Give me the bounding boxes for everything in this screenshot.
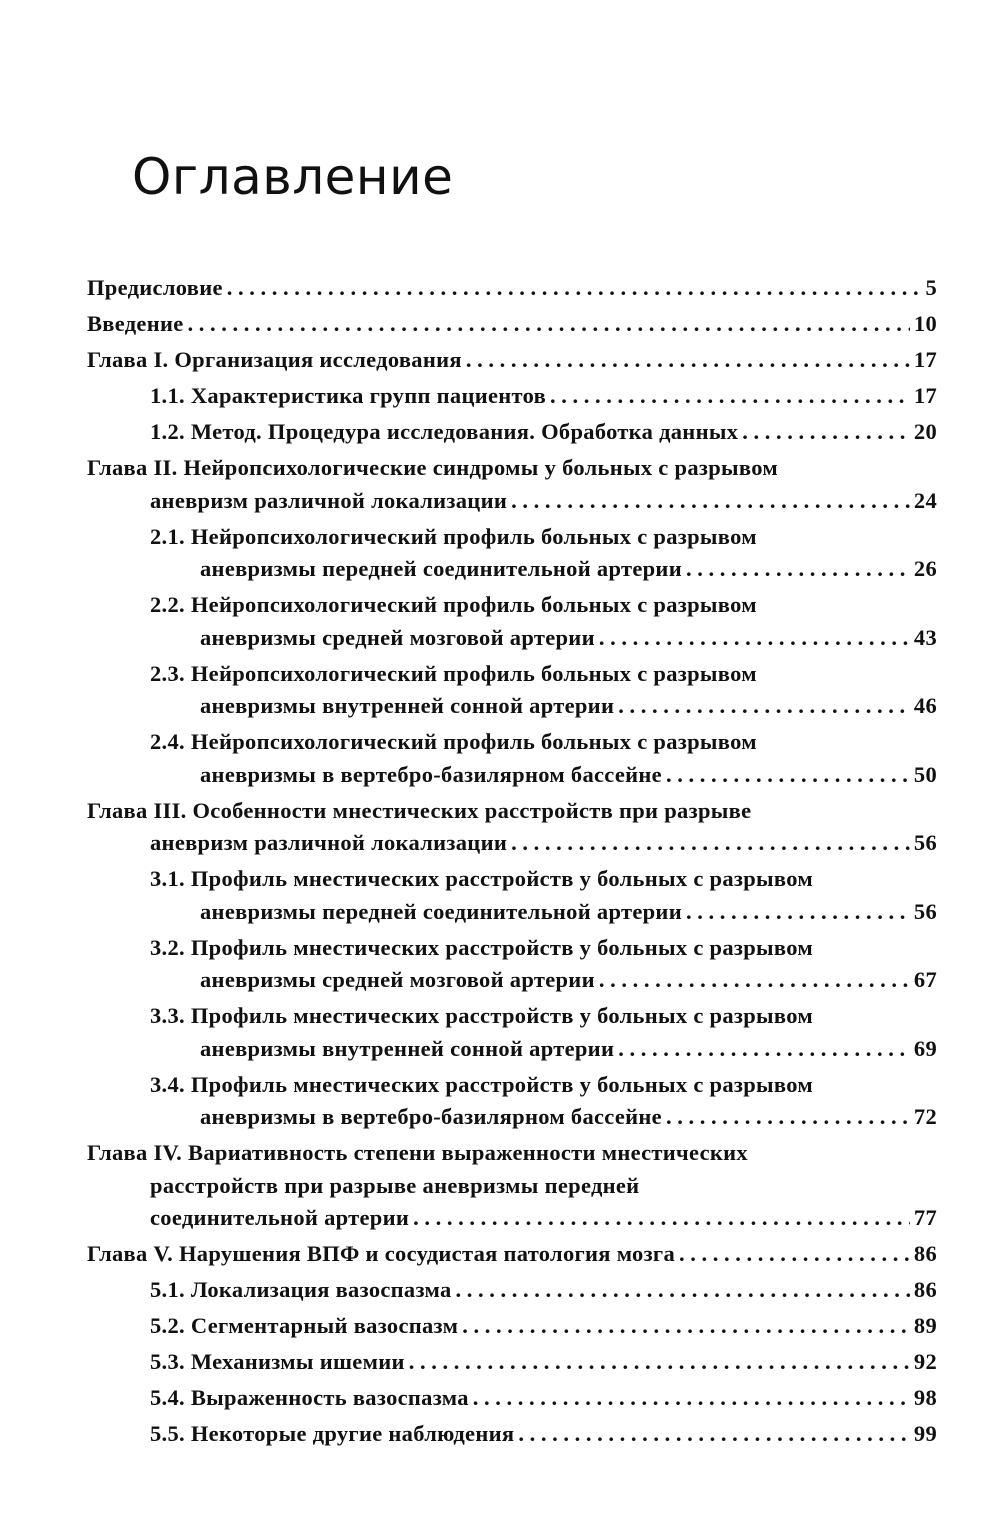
- toc-section-entry[interactable]: [87, 1069, 937, 1134]
- toc-entry-title: Глава I. Организация исследования: [87, 347, 462, 372]
- toc-entry-title: 5.1. Локализация вазоспазма: [150, 1277, 452, 1302]
- dot-leader: [550, 380, 910, 413]
- toc-entry-title: Глава III. Особенности мнестических расстройств при разрыве: [87, 797, 752, 823]
- toc-entry-line: [87, 795, 937, 828]
- dot-leader: [466, 344, 910, 377]
- toc-entry-title: 5.2. Сегментарный вазоспазм: [150, 1313, 459, 1338]
- toc-section-entry[interactable]: [87, 726, 937, 791]
- toc-section-entry[interactable]: [87, 1346, 937, 1379]
- dot-leader: [511, 827, 910, 860]
- toc-page-number: 72: [913, 1104, 937, 1129]
- toc-entry-title: расстройств при разрыве аневризмы передней: [150, 1172, 640, 1198]
- toc-entry-line: [150, 759, 937, 792]
- toc-entry-line: [87, 485, 937, 518]
- dot-leader: [666, 759, 910, 792]
- toc-chapter-entry[interactable]: [87, 308, 937, 341]
- toc-entry-title: 1.1. Характеристика групп пациентов: [150, 383, 547, 408]
- toc-page-number: 56: [913, 830, 937, 855]
- toc-section-entry[interactable]: [87, 1382, 937, 1415]
- toc-entry-line: [150, 1382, 937, 1415]
- toc-entry-line: [150, 1069, 937, 1102]
- toc-page-number: 92: [913, 1349, 937, 1374]
- toc-entry-line: [150, 726, 937, 759]
- toc-page-number: 17: [913, 383, 937, 408]
- dot-leader: [188, 308, 910, 341]
- toc-entry-line: [150, 1310, 937, 1343]
- toc-section-entry[interactable]: [87, 1000, 937, 1065]
- toc-entry-line: [87, 827, 937, 860]
- toc-page-number: 89: [913, 1313, 937, 1338]
- toc-entry-line: [87, 272, 937, 305]
- toc-entry-line: [150, 1101, 937, 1134]
- dot-leader: [599, 622, 910, 655]
- toc-entry-title: аневризмы внутренней сонной артерии: [200, 1035, 615, 1061]
- dot-leader: [473, 1382, 910, 1415]
- toc-entry-line: [150, 521, 937, 554]
- toc-page-number: 56: [913, 898, 937, 924]
- dot-leader: [618, 690, 910, 723]
- toc-entry-line: [150, 690, 937, 723]
- toc-entry-title: аневризмы в вертебро-базилярном бассейне: [200, 761, 662, 787]
- toc-section-entry[interactable]: [87, 1310, 937, 1343]
- toc-entry-title: 5.5. Некоторые другие наблюдения: [150, 1421, 515, 1446]
- toc-entry-title: аневризмы средней мозговой артерии: [200, 967, 595, 992]
- toc-entry-title: 5.4. Выраженность вазоспазма: [150, 1385, 469, 1410]
- toc-entry-line: [87, 452, 937, 485]
- toc-entry-title: Глава IV. Вариативность степени выраженности мнестических: [87, 1140, 748, 1165]
- toc-entry-line: [150, 553, 937, 586]
- dot-leader: [686, 553, 910, 586]
- toc-entry-line: [150, 1418, 937, 1451]
- toc-entry-title: 2.2. Нейропсихологический профиль больных с разрывом: [150, 592, 757, 617]
- toc-entry-line: [150, 1033, 937, 1066]
- toc-entry-title: 3.4. Профиль мнестических расстройств у больных с разрывом: [150, 1071, 813, 1097]
- toc-section-entry[interactable]: [87, 1274, 937, 1307]
- dot-leader: [511, 485, 910, 518]
- toc-page-number: 86: [913, 1241, 937, 1266]
- toc-entry-line: [150, 1000, 937, 1033]
- toc-entry-line: [150, 1274, 937, 1307]
- toc-entry-title: 5.3. Механизмы ишемии: [150, 1349, 405, 1374]
- toc-page-number: 24: [913, 487, 937, 513]
- toc-page-number: 20: [913, 419, 937, 444]
- toc-page-number: 99: [913, 1421, 937, 1446]
- dot-leader: [686, 896, 910, 929]
- toc-entry-title: Предисловие: [87, 275, 223, 300]
- toc-page-number: 5: [925, 275, 937, 300]
- toc-page-number: 46: [913, 693, 937, 718]
- toc-section-entry[interactable]: [87, 658, 937, 723]
- table-of-contents: [87, 272, 937, 1454]
- dot-leader: [618, 1033, 910, 1066]
- dot-leader: [599, 964, 910, 997]
- toc-entry-line: [150, 589, 937, 622]
- toc-page-number: 69: [913, 1035, 937, 1061]
- toc-entry-title: 2.1. Нейропсихологический профиль больных с разрывом: [150, 523, 757, 549]
- toc-entry-line: [150, 964, 937, 997]
- dot-leader: [742, 416, 910, 449]
- toc-entry-line: [150, 932, 937, 965]
- toc-entry-title: аневризмы передней соединительной артерии: [200, 898, 682, 924]
- toc-entry-line: [150, 1346, 937, 1379]
- toc-entry-title: 2.3. Нейропсихологический профиль больных с разрывом: [150, 660, 757, 686]
- toc-page-number: 77: [913, 1205, 937, 1230]
- toc-entry-title: 2.4. Нейропсихологический профиль больных с разрывом: [150, 729, 757, 754]
- toc-page-number: 98: [913, 1385, 937, 1410]
- toc-entry-title: Глава II. Нейропсихологические синдромы у больных с разрывом: [87, 455, 778, 480]
- toc-chapter-entry[interactable]: [87, 452, 937, 517]
- toc-entry-line: [150, 863, 937, 896]
- toc-entry-line: [150, 416, 937, 449]
- dot-leader: [679, 1238, 910, 1271]
- dot-leader: [666, 1101, 910, 1134]
- toc-entry-title: соединительной артерии: [150, 1205, 410, 1230]
- toc-page-number: 26: [913, 556, 937, 581]
- toc-entry-line: [87, 344, 937, 377]
- toc-entry-title: Введение: [87, 311, 184, 336]
- dot-leader: [462, 1310, 910, 1343]
- toc-section-entry[interactable]: [87, 589, 937, 654]
- page-title: Оглавление: [132, 148, 454, 206]
- toc-entry-title: аневризм различной локализации: [150, 830, 508, 855]
- dot-leader: [409, 1346, 910, 1379]
- toc-chapter-entry[interactable]: [87, 795, 937, 860]
- toc-chapter-entry[interactable]: [87, 272, 937, 305]
- toc-page-number: 43: [913, 624, 937, 650]
- toc-entry-title: 1.2. Метод. Процедура исследования. Обработка данных: [150, 419, 739, 444]
- toc-entry-line: [87, 308, 937, 341]
- toc-entry-title: аневризмы передней соединительной артерии: [200, 556, 682, 581]
- toc-page-number: 10: [913, 311, 937, 336]
- toc-entry-line: [87, 1170, 937, 1203]
- dot-leader: [518, 1418, 910, 1451]
- toc-entry-title: аневризмы средней мозговой артерии: [200, 624, 595, 650]
- toc-entry-line: [150, 658, 937, 691]
- toc-entry-title: аневризмы внутренней сонной артерии: [200, 693, 615, 718]
- toc-entry-title: 3.1. Профиль мнестических расстройств у больных с разрывом: [150, 866, 813, 891]
- toc-entry-title: 3.3. Профиль мнестических расстройств у больных с разрывом: [150, 1003, 813, 1028]
- toc-section-entry[interactable]: [87, 1418, 937, 1451]
- toc-entry-line: [87, 1238, 937, 1271]
- dot-leader: [413, 1202, 910, 1235]
- toc-section-entry[interactable]: [87, 521, 937, 586]
- toc-section-entry[interactable]: [87, 863, 937, 928]
- toc-page-number: 67: [913, 967, 937, 992]
- toc-entry-line: [150, 896, 937, 929]
- toc-entry-title: аневризм различной локализации: [150, 487, 508, 513]
- toc-entry-line: [150, 622, 937, 655]
- toc-entry-line: [87, 1202, 937, 1235]
- toc-page-number: 86: [913, 1277, 937, 1302]
- toc-section-entry[interactable]: [87, 380, 937, 413]
- toc-section-entry[interactable]: [87, 416, 937, 449]
- toc-chapter-entry[interactable]: [87, 344, 937, 377]
- toc-entry-title: аневризмы в вертебро-базилярном бассейне: [200, 1104, 662, 1129]
- dot-leader: [456, 1274, 910, 1307]
- dot-leader: [227, 272, 922, 305]
- toc-section-entry[interactable]: [87, 932, 937, 997]
- toc-entry-title: Глава V. Нарушения ВПФ и сосудистая патология мозга: [87, 1241, 675, 1266]
- toc-entry-line: [87, 1137, 937, 1170]
- toc-page-number: 17: [913, 347, 937, 372]
- toc-chapter-entry[interactable]: [87, 1137, 937, 1235]
- toc-entry-title: 3.2. Профиль мнестических расстройств у больных с разрывом: [150, 934, 813, 960]
- toc-entry-line: [150, 380, 937, 413]
- toc-page-number: 50: [913, 761, 937, 787]
- toc-chapter-entry[interactable]: [87, 1238, 937, 1271]
